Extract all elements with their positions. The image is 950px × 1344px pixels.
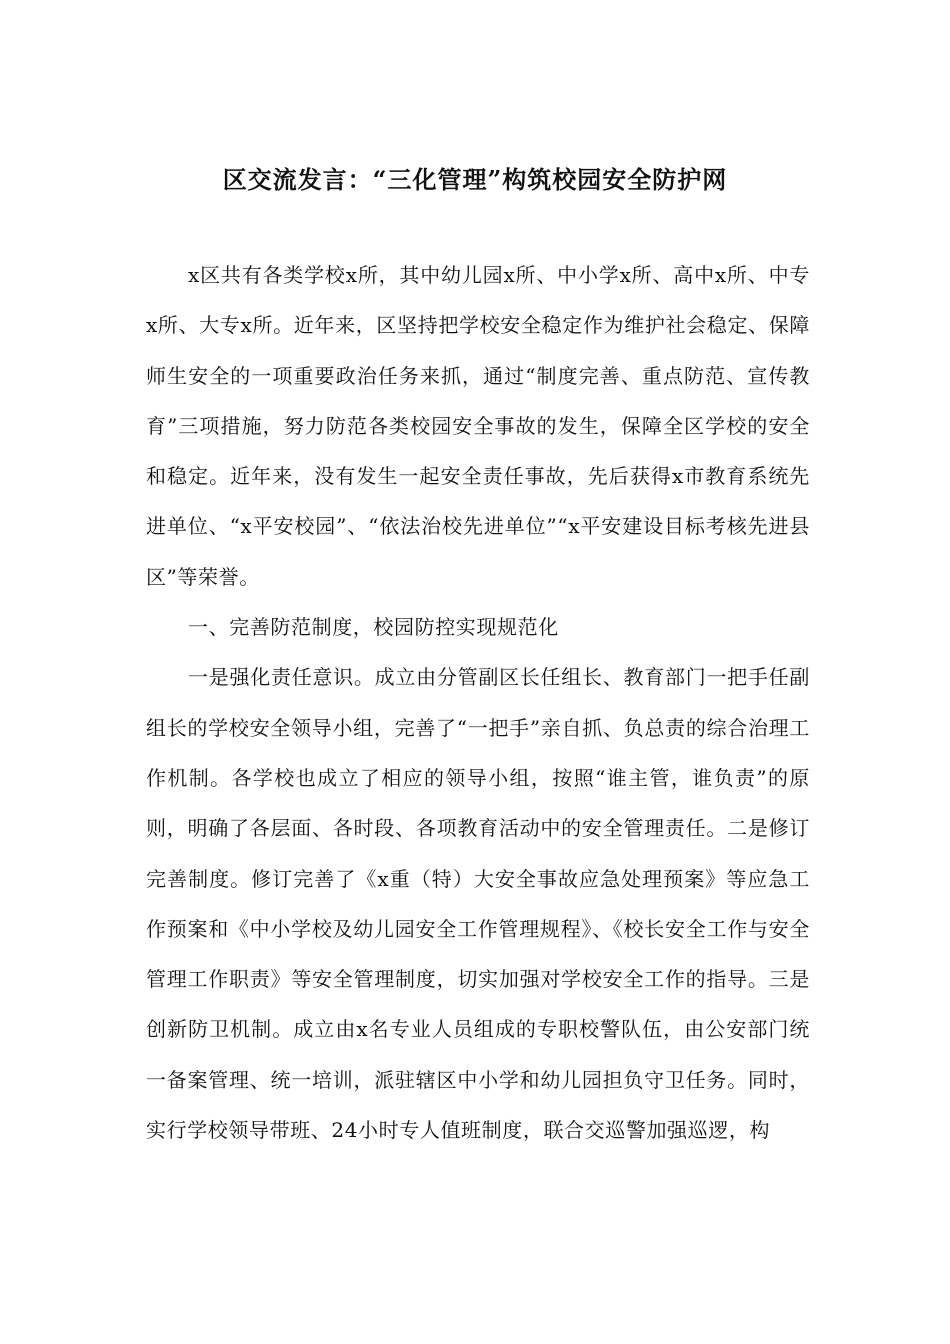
section-heading: 一、完善防范制度，校园防控实现规范化 [188, 615, 559, 640]
section-paragraph: 一是强化责任意识。成立由分管副区长任组长、教育部门一把手任副组长的学校安全领导小组，完善了“一把手”亲自抓、负总责的综合治理工作机制。各学校也成立了相应的领导小组，按照“谁主管，谁负责”的原则，明确了各层面、各时段、各项教育活动中的安全管理责任。二是修订完善制度。修订完善了《x重（特）大安全事故应急处理预案》等应急工作预案和《中小学校及幼儿园安全工作管理规程》、《校长安全工作与安全管理工作职责》等安全管理制度，切实加强对学校安全工作的指导。三是创新防卫机制。成立由x名专业人员组成的专职校警队伍，由公安部门统一备案管理、统一培训，派驻辖区中小学和幼儿园担负守卫任务。同时，实行学校领导带班、24小时专人值班制度，联合交巡警加强巡逻，构 [146, 665, 810, 1143]
document-title: 区交流发言：“三化管理”构筑校园安全防护网 [222, 165, 728, 194]
intro-paragraph: x区共有各类学校x所，其中幼儿园x所、中小学x所、高中x所、中专x所、大专x所。近年来，区坚持把学校安全稳定作为维护社会稳定、保障师生安全的一项重要政治任务来抓，通过“制度完善、重点防范、宣传教育”三项措施，努力防范各类校园安全事故的发生，保障全区学校的安全和稳定。近年来，没有发生一起安全责任事故，先后获得x市教育系统先进单位、“x平安校园”、“依法治校先进单位”“x平安建设目标考核先进县区”等荣誉。 [146, 263, 810, 589]
document-body [146, 250, 810, 1155]
